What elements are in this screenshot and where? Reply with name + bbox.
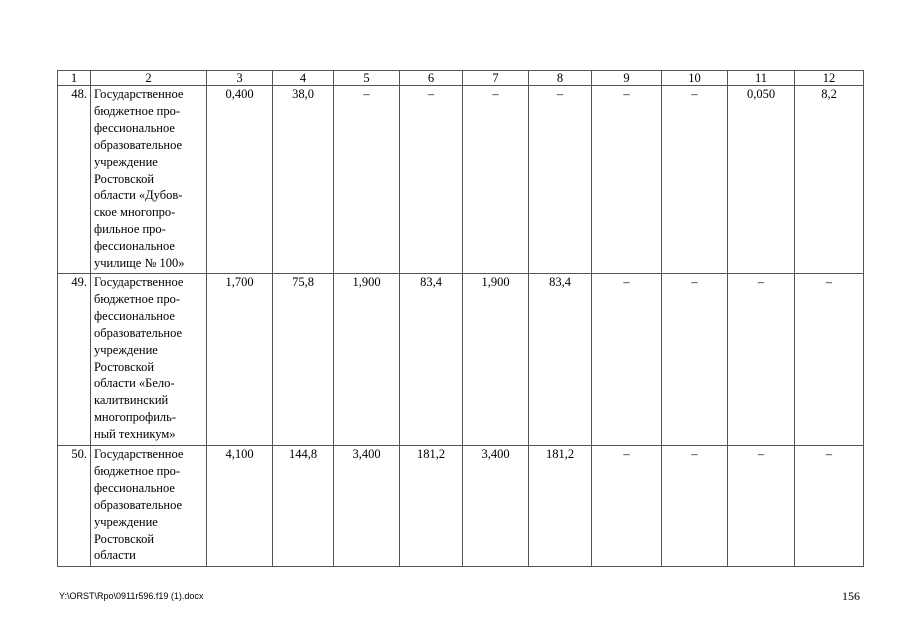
value-cell: 144,8	[273, 446, 334, 567]
name-line: фессиональное	[94, 308, 175, 323]
col-header-2: 2	[91, 71, 207, 86]
name-line: фессиональное	[94, 239, 175, 254]
col-header-11: 11	[728, 71, 795, 86]
value-cell: 38,0	[273, 86, 334, 274]
name-line: бюджетное про-	[94, 291, 181, 306]
value-cell: 83,4	[529, 274, 592, 446]
name-line: области «Дубов-	[94, 188, 183, 203]
value-cell: 1,900	[334, 274, 400, 446]
row-number: 49.	[58, 274, 91, 446]
name-line: учреждение	[94, 342, 158, 357]
value-cell: 181,2	[529, 446, 592, 567]
value-cell: –	[592, 274, 662, 446]
value-cell: 3,400	[463, 446, 529, 567]
name-line: области	[94, 548, 136, 563]
organization-name	[91, 274, 207, 446]
page-number: 156	[842, 589, 860, 603]
name-line: Ростовской	[94, 171, 155, 186]
value-cell: 8,2	[795, 86, 864, 274]
value-cell: –	[463, 86, 529, 274]
organization-name	[91, 446, 207, 567]
value-cell: –	[662, 274, 728, 446]
col-header-5: 5	[334, 71, 400, 86]
value-cell: –	[334, 86, 400, 274]
name-line: бюджетное про-	[94, 463, 181, 478]
value-cell: 75,8	[273, 274, 334, 446]
column-number-row	[58, 71, 864, 86]
value-cell: –	[728, 274, 795, 446]
value-cell: 83,4	[400, 274, 463, 446]
name-line: бюджетное про-	[94, 103, 181, 118]
footer-file-path: Y:\ORST\Rpo\0911r596.f19 (1).docx	[59, 591, 204, 601]
col-header-4: 4	[273, 71, 334, 86]
value-cell: –	[728, 446, 795, 567]
value-cell: –	[795, 446, 864, 567]
value-cell: –	[795, 274, 864, 446]
name-line: учреждение	[94, 154, 158, 169]
name-line: многопрофиль-	[94, 410, 176, 425]
col-header-7: 7	[463, 71, 529, 86]
row-number: 50.	[58, 446, 91, 567]
col-header-1: 1	[58, 71, 91, 86]
name-line: Государственное	[94, 275, 184, 289]
name-line: ское многопро-	[94, 205, 176, 220]
name-line: Ростовской	[94, 531, 155, 546]
name-line: фессиональное	[94, 120, 175, 135]
value-cell: 0,400	[207, 86, 273, 274]
name-line: Государственное	[94, 87, 184, 101]
name-line: образовательное	[94, 137, 183, 152]
value-cell: 3,400	[334, 446, 400, 567]
data-table	[57, 70, 864, 567]
value-cell: 1,900	[463, 274, 529, 446]
value-cell: 1,700	[207, 274, 273, 446]
row-number: 48.	[58, 86, 91, 274]
table-row	[58, 86, 864, 274]
value-cell: –	[592, 446, 662, 567]
name-line: фессиональное	[94, 480, 175, 495]
table-row	[58, 446, 864, 567]
col-header-8: 8	[529, 71, 592, 86]
col-header-12: 12	[795, 71, 864, 86]
name-line: Государственное	[94, 447, 184, 461]
col-header-6: 6	[400, 71, 463, 86]
value-cell: –	[400, 86, 463, 274]
value-cell: –	[592, 86, 662, 274]
name-line: Ростовской	[94, 359, 155, 374]
organization-name	[91, 86, 207, 274]
name-line: учреждение	[94, 514, 158, 529]
name-line: училище № 100»	[94, 256, 185, 271]
name-line: калитвинский	[94, 393, 169, 408]
col-header-9: 9	[592, 71, 662, 86]
value-cell: 181,2	[400, 446, 463, 567]
name-line: образовательное	[94, 497, 183, 512]
value-cell: –	[662, 86, 728, 274]
value-cell: –	[662, 446, 728, 567]
name-line: фильное про-	[94, 222, 166, 237]
name-line: образовательное	[94, 325, 183, 340]
col-header-3: 3	[207, 71, 273, 86]
value-cell: 0,050	[728, 86, 795, 274]
table-row	[58, 274, 864, 446]
name-line: области «Бело-	[94, 376, 175, 391]
name-line: ный техникум»	[94, 427, 176, 442]
col-header-10: 10	[662, 71, 728, 86]
value-cell: –	[529, 86, 592, 274]
value-cell: 4,100	[207, 446, 273, 567]
